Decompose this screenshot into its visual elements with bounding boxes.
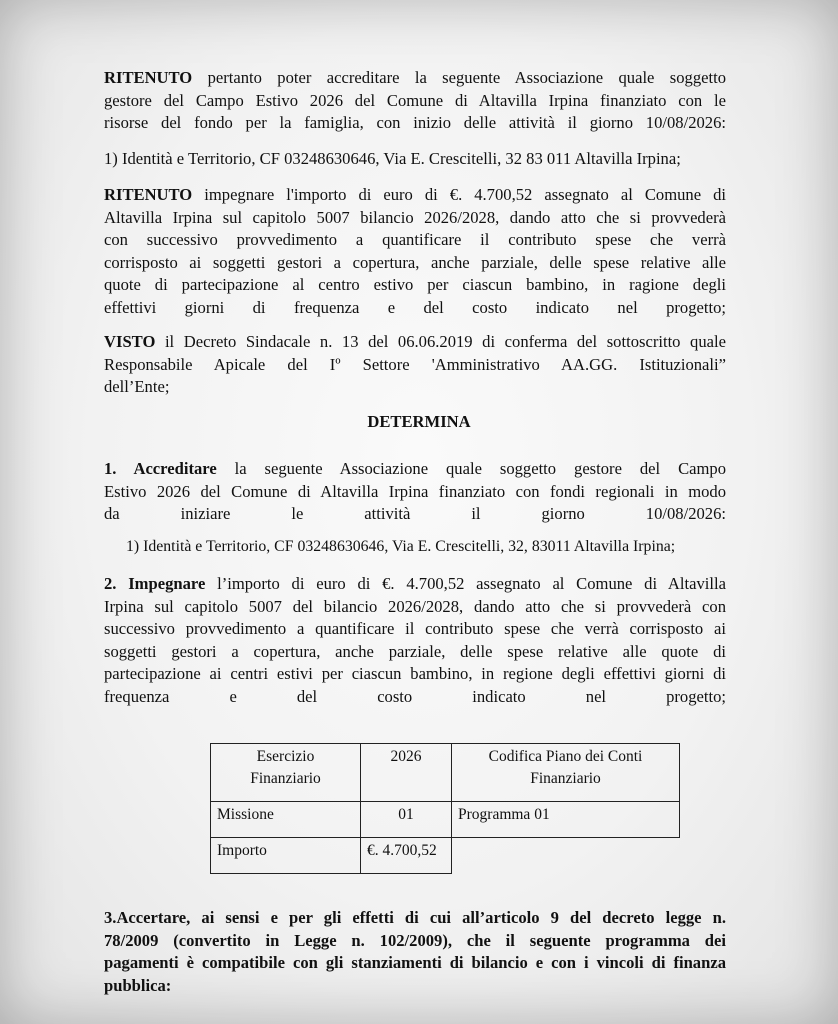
section-accreditare: 1. Accreditare la seguente Associazione quale soggetto gestore del Campo Estivo 2026 del Comune di Altavilla Irpina finanziato con fondi regionali in modo da iniziare le attività il giorno 10/08/2026:	[104, 459, 726, 523]
label-accertare: 3.Accertare,	[104, 908, 191, 927]
paragraph-item-identita: 1) Identità e Territorio, CF 03248630646, Via E. Crescitelli, 32 83 011 Altavilla Irpina;	[104, 149, 681, 168]
table-cell: €. 4.700,52	[361, 838, 452, 874]
table-cell: Esercizio Finanziario	[211, 744, 361, 802]
table-cell: 2026	[361, 744, 452, 802]
table-row	[211, 802, 680, 838]
table-cell: Importo	[211, 838, 361, 874]
heading-determina: DETERMINA	[367, 412, 471, 431]
table-cell: Codifica Piano dei Conti Finanziario	[452, 744, 680, 802]
section-impegnare: 2. Impegnare l’importo di euro di €. 4.700,52 assegnato al Comune di Altavilla Irpina sul capitolo 5007 del bilancio 2026/2028, dando atto che si provvederà con successivo provvedimento a quantificare il contributo spese che verrà corrisposto ai soggetti gestori a copertura, anche parziale, delle spese relative alle quote di partecipazione ai centri estivi per ciascun bambino, in regione degli effettivi giorni di frequenza e del costo indicato nel progetto;	[104, 574, 726, 706]
label-ritenuto: RITENUTO	[104, 185, 193, 204]
table-cell: 01	[361, 802, 452, 838]
table-cell: Programma 01	[452, 802, 680, 838]
paragraph-visto: VISTO il Decreto Sindacale n. 13 del 06.06.2019 di conferma del sottoscritto quale Responsabile Apicale del Iº Settore 'Amministrativo AA.GG. Istituzionali” dell’Ente;	[104, 332, 726, 396]
label-impegnare: 2. Impegnare	[104, 574, 206, 593]
table-row	[211, 838, 680, 874]
paragraph-ritenuto-1: RITENUTO pertanto poter accreditare la seguente Associazione quale soggetto gestore del Campo Estivo 2026 del Comune di Altavilla Irpina finanziato con le risorse del fondo per la famiglia, con inizio delle attività il giorno 10/08/2026:	[104, 68, 726, 132]
financial-table	[210, 743, 680, 874]
table-row	[211, 744, 680, 802]
list-item-identita: 1) Identità e Territorio, CF 03248630646, Via E. Crescitelli, 32, 83011 Altavilla Irpina;	[126, 538, 676, 555]
table-cell	[452, 838, 680, 874]
label-ritenuto: RITENUTO	[104, 68, 193, 87]
label-accreditare: 1. Accreditare	[104, 459, 217, 478]
table-cell: Missione	[211, 802, 361, 838]
paragraph-ritenuto-2: RITENUTO impegnare l'importo di euro di €. 4.700,52 assegnato al Comune di Altavilla Irpina sul capitolo 5007 bilancio 2026/2028, dando atto che si provvederà con successivo provvedimento a quantificare il contributo spese che verrà corrisposto ai soggetti gestori a copertura, anche parziale, delle spese relative alle quote di partecipazione al centro estivo per ciascun bambino, in ragione degli effettivi giorni di frequenza e del costo indicato nel progetto;	[104, 185, 726, 317]
section-accertare: 3.Accertare, ai sensi e per gli effetti di cui all’articolo 9 del decreto legge n. 78/2009 (convertito in Legge n. 102/2009), che il seguente programma dei pagamenti è compatibile con gli stanziamenti di bilancio e con i vincoli di finanza pubblica:	[104, 908, 726, 995]
label-visto: VISTO	[104, 332, 156, 351]
